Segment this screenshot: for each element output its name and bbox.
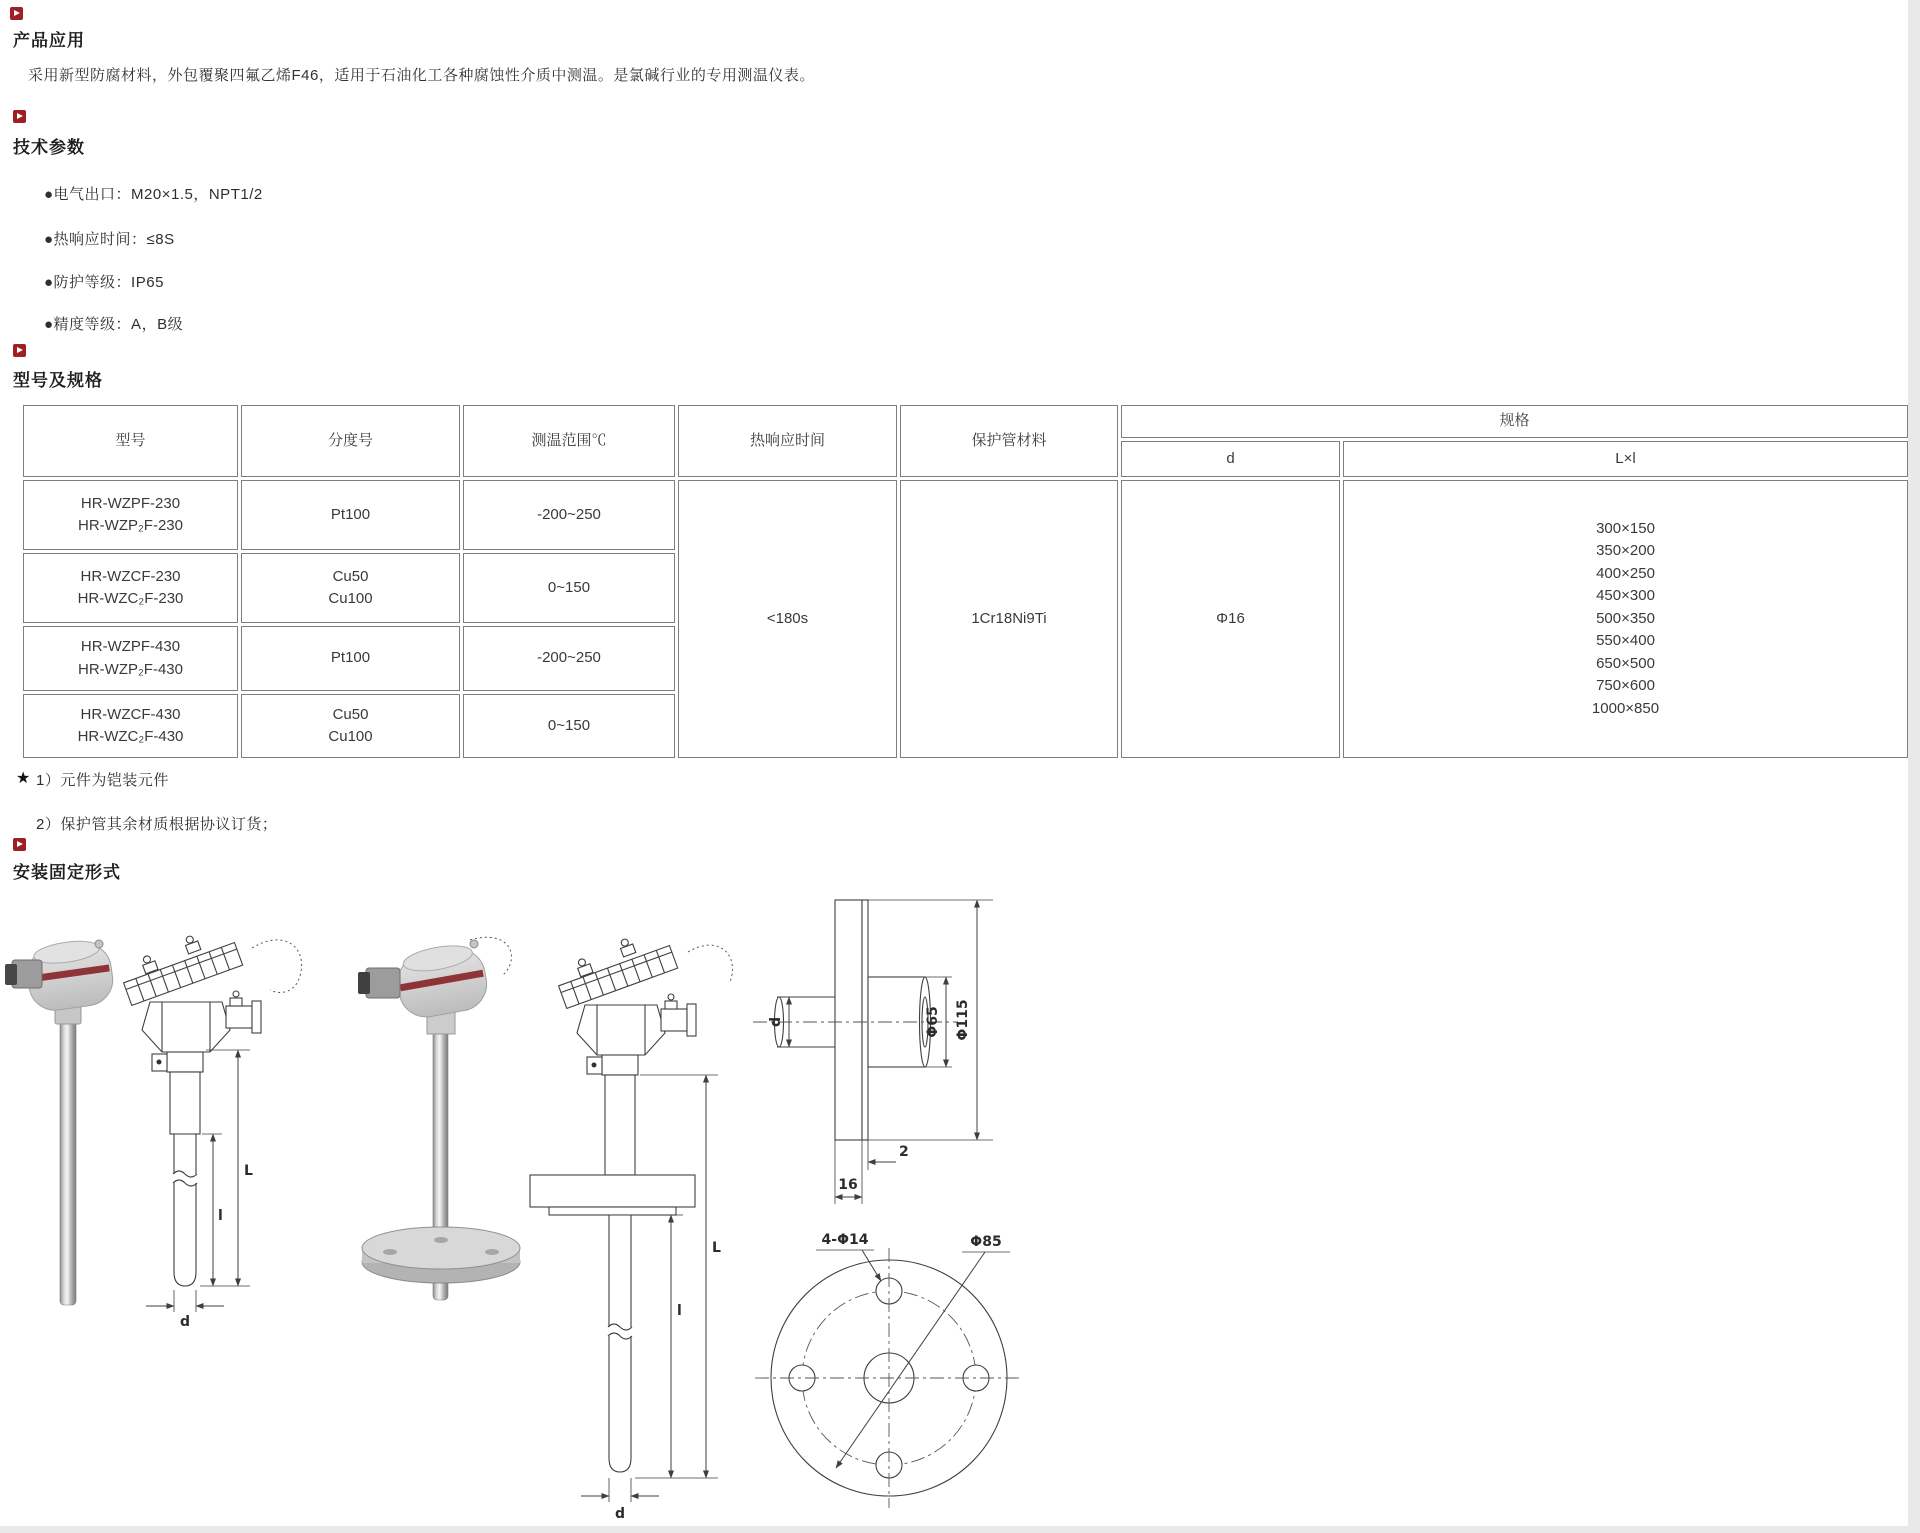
section-marker-icon bbox=[13, 110, 26, 123]
cell-graduation bbox=[241, 626, 460, 691]
graduation-line: Cu50 bbox=[332, 705, 369, 723]
note-1: 1）元件为铠装元件 bbox=[36, 772, 169, 789]
col-header-lxl: L×l bbox=[1343, 441, 1908, 477]
drawing-thermocouple-photo-flange bbox=[358, 937, 520, 1300]
cell-graduation bbox=[241, 480, 460, 550]
application-body-text: 采用新型防腐材料，外包覆聚四氟乙烯F46，适用于石油化工各种腐蚀性介质中测温。是氯碱行业的专用测温仪表。 bbox=[28, 67, 815, 84]
cell-range: 0~150 bbox=[463, 694, 675, 758]
dim-label-d: d bbox=[768, 1016, 784, 1028]
cell-model bbox=[23, 626, 238, 691]
lxl-line: 1000×850 bbox=[1591, 699, 1660, 717]
section-title-installation: 安装固定形式 bbox=[13, 863, 121, 882]
drawing-thermocouple-photo-plain bbox=[5, 936, 116, 1305]
tech-param-item: ●电气出口：M20×1.5，NPT1/2 bbox=[44, 186, 263, 203]
section-title-application: 产品应用 bbox=[13, 31, 85, 50]
model-line: HR-WZP₂F-430 bbox=[78, 660, 183, 678]
section-title-models: 型号及规格 bbox=[13, 371, 103, 390]
tech-param-item: ●防护等级：IP65 bbox=[44, 274, 164, 291]
model-line: HR-WZCF-230 bbox=[80, 567, 181, 585]
cell-lxl-merged bbox=[1343, 480, 1908, 758]
cell-range: -200~250 bbox=[463, 626, 675, 691]
col-header-spec: 规格 bbox=[1121, 405, 1908, 438]
cell-response-merged: <180s bbox=[678, 480, 897, 758]
dim-label-L: L bbox=[244, 1163, 253, 1179]
installation-drawings bbox=[0, 890, 1150, 1533]
lxl-line: 650×500 bbox=[1596, 654, 1655, 672]
graduation-line: Cu100 bbox=[328, 728, 373, 745]
cell-range: 0~150 bbox=[463, 553, 675, 623]
dim-label-phi65: Φ65 bbox=[925, 1006, 941, 1038]
col-header-range: 测温范围℃ bbox=[463, 405, 675, 477]
drawing-thermocouple-line-plain bbox=[116, 922, 301, 1330]
graduation-line: Cu100 bbox=[328, 590, 373, 607]
section-marker-icon bbox=[13, 344, 26, 357]
model-spec-table bbox=[20, 402, 1911, 761]
model-line: HR-WZC₂F-430 bbox=[77, 728, 184, 745]
note-2: 2）保护管其余材质根据协议订货； bbox=[36, 816, 278, 833]
model-line: HR-WZPF-230 bbox=[80, 494, 181, 512]
lxl-line: 500×350 bbox=[1596, 609, 1655, 627]
dim-label-phi115: Φ115 bbox=[955, 999, 971, 1041]
dim-label-bolt-circle: Φ85 bbox=[970, 1234, 1002, 1250]
cell-model bbox=[23, 694, 238, 758]
graduation-line: Pt100 bbox=[330, 505, 371, 523]
col-header-material: 保护管材料 bbox=[900, 405, 1118, 477]
drawing-thermocouple-line-flange bbox=[530, 925, 732, 1522]
col-header-d: d bbox=[1121, 441, 1340, 477]
section-marker-icon bbox=[10, 7, 23, 20]
dim-label-L: L bbox=[712, 1240, 721, 1256]
cell-model bbox=[23, 553, 238, 623]
section-marker-icon bbox=[13, 838, 26, 851]
cell-graduation bbox=[241, 694, 460, 758]
col-header-response: 热响应时间 bbox=[678, 405, 897, 477]
graduation-line: Cu50 bbox=[332, 567, 369, 585]
dim-label-l: l bbox=[677, 1303, 682, 1319]
dim-label-d: d bbox=[614, 1506, 626, 1522]
model-line: HR-WZC₂F-230 bbox=[77, 590, 184, 607]
tech-param-item: ●热响应时间：≤8S bbox=[44, 231, 175, 248]
col-header-model: 型号 bbox=[23, 405, 238, 477]
cell-model bbox=[23, 480, 238, 550]
cell-range: -200~250 bbox=[463, 480, 675, 550]
dim-label-2: 2 bbox=[899, 1144, 909, 1160]
lxl-line: 550×400 bbox=[1596, 632, 1655, 650]
lxl-line: 300×150 bbox=[1596, 519, 1655, 537]
lxl-line: 350×200 bbox=[1596, 542, 1655, 560]
cell-d-merged: Φ16 bbox=[1121, 480, 1340, 758]
model-line: HR-WZCF-430 bbox=[80, 705, 181, 723]
dim-label-bolt-holes: 4-Φ14 bbox=[821, 1232, 869, 1248]
drawing-flange-face bbox=[755, 1232, 1023, 1508]
lxl-line: 400×250 bbox=[1596, 564, 1655, 582]
cell-graduation bbox=[241, 553, 460, 623]
graduation-line: Pt100 bbox=[330, 649, 371, 667]
drawing-flange-section bbox=[753, 900, 993, 1204]
dim-label-16: 16 bbox=[838, 1177, 858, 1193]
cell-material-merged: 1Cr18Ni9Ti bbox=[900, 480, 1118, 758]
model-line: HR-WZP₂F-230 bbox=[78, 517, 183, 534]
lxl-line: 750×600 bbox=[1596, 677, 1655, 695]
lxl-line: 450×300 bbox=[1596, 587, 1655, 605]
note-star-icon: ★ bbox=[16, 770, 31, 787]
dim-label-d: d bbox=[179, 1314, 191, 1330]
tech-param-item: ●精度等级：A，B级 bbox=[44, 316, 184, 333]
col-header-graduation: 分度号 bbox=[241, 405, 460, 477]
dim-label-l: l bbox=[218, 1208, 223, 1224]
section-title-tech-params: 技术参数 bbox=[13, 138, 85, 157]
model-line: HR-WZPF-430 bbox=[80, 638, 181, 655]
